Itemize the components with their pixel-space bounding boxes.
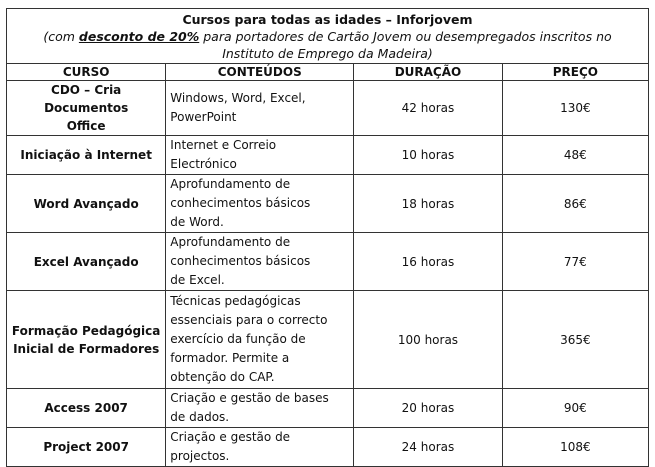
- course-contents-line: de dados.: [170, 410, 230, 424]
- course-duration-cell: 10 horas: [354, 136, 503, 175]
- course-price-cell: 86€: [502, 175, 648, 233]
- course-name-line: Access 2007: [44, 401, 128, 415]
- course-contents-cell: [166, 389, 354, 428]
- course-contents-line: de Excel.: [170, 273, 225, 287]
- title-row: [7, 9, 649, 64]
- table-row: [7, 389, 649, 428]
- table-row: [7, 175, 649, 233]
- course-duration-cell: 24 horas: [354, 428, 503, 467]
- course-duration-cell: 18 horas: [354, 175, 503, 233]
- course-name-cell: [7, 389, 166, 428]
- courses-document: [6, 8, 649, 467]
- course-contents-line: Internet e Correio: [170, 138, 277, 152]
- course-name-line: Excel Avançado: [33, 254, 139, 269]
- course-contents-line: Técnicas pedagógicas: [170, 294, 301, 308]
- course-contents-cell: [166, 428, 354, 467]
- course-name-line: Inicial de Formadores: [13, 341, 160, 356]
- course-duration-cell: 100 horas: [354, 291, 503, 389]
- course-contents-line: formador. Permite a: [170, 351, 290, 365]
- course-rows: [7, 81, 649, 467]
- column-header-contents: CONTEÚDOS: [166, 64, 354, 81]
- table-title: Cursos para todas as idades – Inforjovem: [182, 11, 473, 27]
- table-row: [7, 233, 649, 291]
- course-name-cell: [7, 81, 166, 136]
- course-contents-line: Electrónico: [170, 157, 237, 171]
- table-row: [7, 291, 649, 389]
- column-header-row: [7, 64, 649, 81]
- course-contents-cell: [166, 81, 354, 136]
- course-name-cell: [7, 136, 166, 175]
- course-contents-line: de Word.: [170, 215, 224, 229]
- course-contents-line: obtenção do CAP.: [170, 370, 275, 384]
- course-name-cell: [7, 233, 166, 291]
- subtitle-prefix: (com: [43, 28, 79, 44]
- course-contents-line: conhecimentos básicos: [170, 196, 311, 210]
- course-contents-cell: [166, 291, 354, 389]
- course-contents-line: PowerPoint: [170, 110, 237, 124]
- column-header-price: PREÇO: [502, 64, 648, 81]
- course-price-cell: 77€: [502, 233, 648, 291]
- course-contents-line: projectos.: [170, 449, 230, 463]
- course-contents-line: Windows, Word, Excel,: [170, 91, 306, 105]
- table-subtitle: [11, 28, 644, 45]
- course-price-cell: 365€: [502, 291, 648, 389]
- course-name-line: Formação Pedagógica: [11, 323, 161, 338]
- course-contents-cell: [166, 136, 354, 175]
- course-contents-cell: [166, 175, 354, 233]
- course-contents-line: Criação e gestão de: [170, 430, 291, 444]
- course-name-line: Iniciação à Internet: [20, 148, 152, 162]
- course-contents-line: Aprofundamento de: [170, 235, 291, 249]
- course-contents-line: essenciais para o correcto: [170, 313, 328, 327]
- column-header-duration: DURAÇÃO: [354, 64, 503, 81]
- course-name-cell: [7, 175, 166, 233]
- column-header-course: CURSO: [7, 64, 166, 81]
- table-row: [7, 136, 649, 175]
- course-price-cell: 48€: [502, 136, 648, 175]
- table-row: [7, 81, 649, 136]
- table-subtitle-line2: Instituto de Emprego da Madeira): [222, 45, 433, 61]
- course-name-line: CDO – Cria Documentos: [44, 83, 129, 115]
- course-price-cell: 90€: [502, 389, 648, 428]
- course-price-cell: 130€: [502, 81, 648, 136]
- course-duration-cell: 42 horas: [354, 81, 503, 136]
- course-name-cell: [7, 428, 166, 467]
- table-row: [7, 428, 649, 467]
- course-duration-cell: 16 horas: [354, 233, 503, 291]
- title-cell: [7, 9, 649, 64]
- course-contents-line: Criação e gestão de bases: [170, 391, 329, 405]
- course-name-line: Project 2007: [43, 440, 129, 454]
- course-price-cell: 108€: [502, 428, 648, 467]
- course-contents-cell: [166, 233, 354, 291]
- courses-table: [6, 8, 649, 467]
- course-name-line: Word Avançado: [33, 196, 139, 211]
- subtitle-discount: desconto de 20%: [78, 28, 200, 44]
- course-contents-line: conhecimentos básicos: [170, 254, 311, 268]
- course-name-cell: [7, 291, 166, 389]
- course-contents-line: exercício da função de: [170, 332, 306, 346]
- course-name-line: Office: [66, 119, 106, 133]
- course-contents-line: Aprofundamento de: [170, 177, 291, 191]
- subtitle-rest: para portadores de Cartão Jovem ou desempregados inscritos no: [199, 28, 612, 44]
- course-duration-cell: 20 horas: [354, 389, 503, 428]
